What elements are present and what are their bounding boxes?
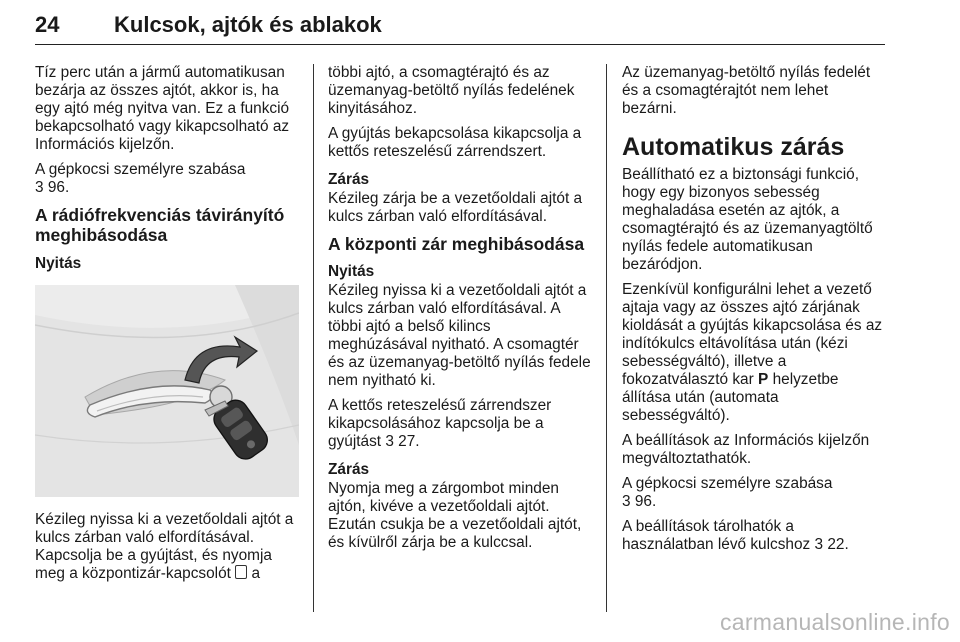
cross-ref-label: A gépkocsi személyre szabása (622, 475, 833, 492)
column-divider (313, 64, 314, 612)
page-header (35, 6, 885, 45)
running-title: Kulcsok, ajtók és ablakok (114, 12, 382, 37)
section-heading: A rádiófrekvenciás távirányító meghibásodása (35, 205, 285, 245)
paragraph (35, 511, 299, 583)
door-handle-drawing (35, 285, 299, 497)
paragraph: Az üzemanyag-betöltő nyílás fedelét és a csomagtérajtót nem lehet bezárni. (622, 64, 871, 117)
paragraph (622, 281, 886, 425)
paragraph: A kettős reteszelésű zárrendszer kikapcsolásához kapcsolja be a gyújtást 3 27. (328, 397, 552, 450)
gear-position-p: P (758, 371, 769, 388)
paragraph (622, 475, 886, 511)
paragraph: A gyújtás bekapcsolása kikapcsolja a kettős reteszelésű zárrendszert. (328, 125, 582, 160)
column-3 (622, 64, 886, 561)
paragraph: Kézileg nyissa ki a vezetőoldali ajtót a kulcs zárban való elfordításával. A többi ajtó a belső kilincs meghúzásával nyitható. A csomagtér és az üzemanyag-betöltő nyílás fedele nem nyitható ki. (328, 282, 591, 389)
column-divider (606, 64, 607, 612)
key-in-door-lock-illustration (35, 285, 299, 497)
cross-ref-page: 3 96. (622, 493, 657, 510)
page-number: 24 (35, 12, 60, 37)
subheading-open: Nyitás (328, 263, 375, 280)
column-2 (328, 64, 592, 559)
paragraph: többi ajtó, a csomagtérajtó és az üzemanyag-betöltő nyílás fedelének kinyitásához. (328, 64, 575, 117)
paragraph-text: a (251, 565, 261, 582)
column-1 (35, 64, 299, 590)
paragraph: A beállítások az Információs kijelzőn megváltoztathatók. (622, 432, 870, 467)
subheading-lock: Zárás (328, 171, 370, 188)
paragraph: Nyomja meg a zárgombot minden ajtón, kivéve a vezetőoldali ajtót. Ezután csukja be a vezetőoldali ajtót, és kívülről zárja be a kulccsal. (328, 480, 582, 551)
paragraph: Beállítható ez a biztonsági funkció, hogy egy bizonyos sebesség meghaladása esetén az ajtók, a csomagtérajtó és az üzemanyagtöltő nyílás fedele automatikusan bezáródjon. (622, 166, 873, 273)
subheading-open: Nyitás (35, 255, 82, 272)
paragraph: A beállítások tárolhatók a használatban lévő kulcshoz 3 22. (622, 518, 849, 553)
watermark: carmanualsonline.info (719, 609, 950, 635)
paragraph-text: Kézileg nyissa ki a vezetőoldali ajtót a kulcs zárban való elfordításával. Kapcsolja be a gyújtást, és nyomja meg a központizár-kapcsolót (35, 511, 294, 582)
subheading-lock: Zárás (328, 461, 370, 478)
paragraph: Tíz perc után a jármű automatikusan bezárja az összes ajtót, akkor is, ha egy ajtó még nyitva van. Ez a funkció bekapcsolható vagy kikapcsolható az Információs kijelzőn. (35, 64, 290, 153)
paragraph (35, 161, 299, 197)
cross-ref-page: 3 96. (35, 179, 70, 196)
paragraph: Kézileg zárja be a vezetőoldali ajtót a kulcs zárban való elfordításával. (328, 190, 583, 225)
paragraph-text: Ezenkívül konfigurálni lehet a vezető ajtaja vagy az összes ajtó zárjának kioldását a gyújtás kikapcsolása és az indítókulcs eltávolítása után (kézi sebességváltó), illetve a fokozatválasztó kar (622, 281, 883, 388)
section-heading-large: Automatikus zárás (622, 133, 845, 161)
cross-ref-label: A gépkocsi személyre szabása (35, 161, 246, 178)
central-lock-icon (235, 565, 247, 579)
paragraph-text: helyzetbe állítása után (automata sebességváltó). (622, 371, 839, 424)
section-heading: A központi zár meghibásodása (328, 234, 585, 254)
